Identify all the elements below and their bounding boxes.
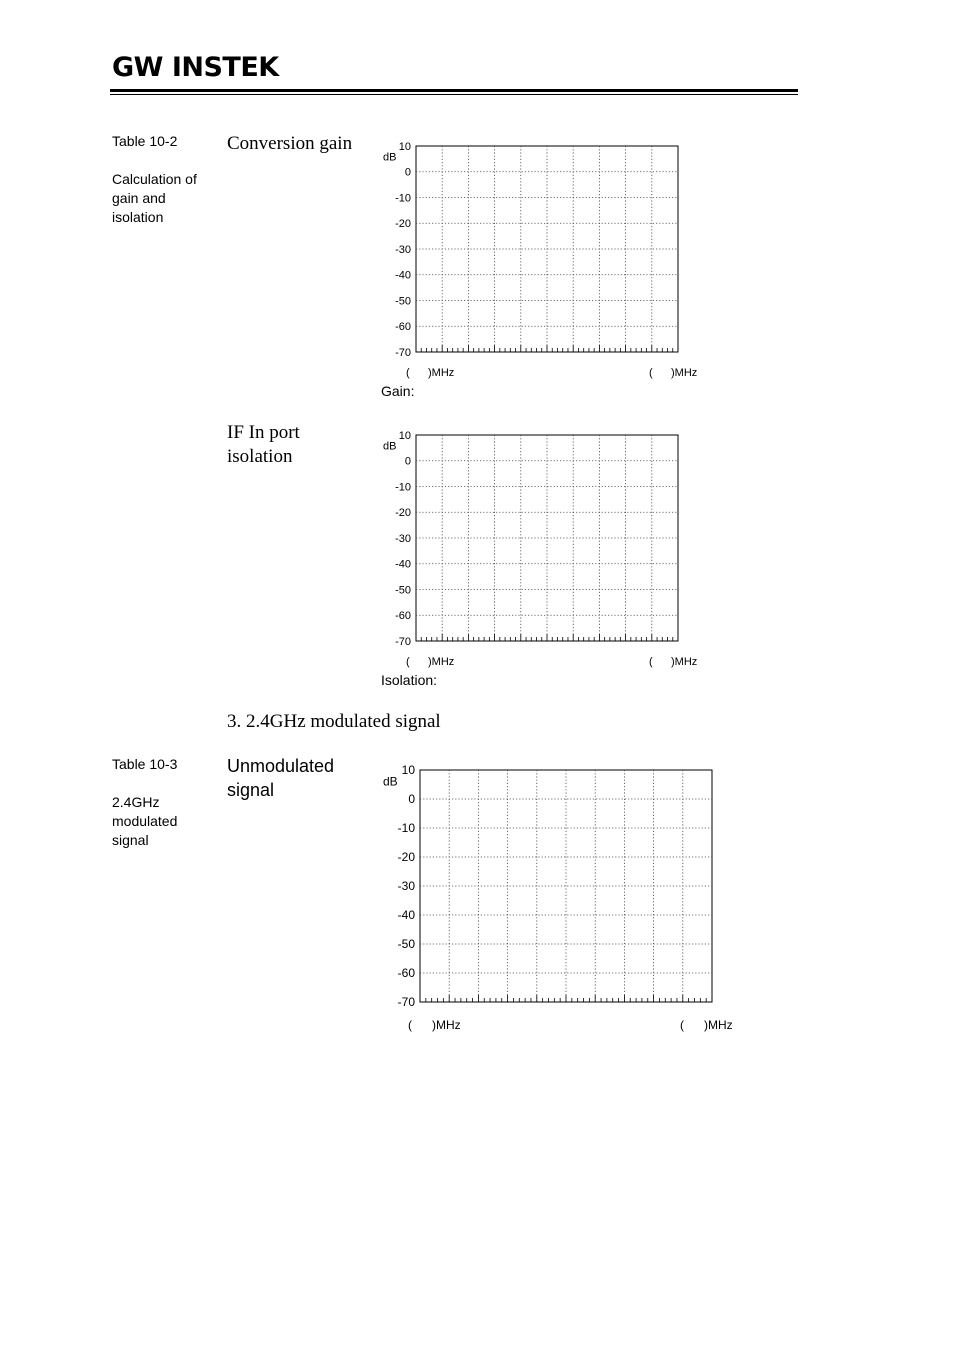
x-axis-label-left: ( )MHz xyxy=(406,367,455,379)
table-desc-line: gain and xyxy=(112,190,166,206)
step-3-heading: 3. 2.4GHz modulated signal xyxy=(227,711,441,732)
table-label: Table 10-2 xyxy=(112,133,178,149)
y-tick-label: 10 xyxy=(401,763,415,778)
chart-conversion-gain xyxy=(378,136,708,382)
header-rule-thin xyxy=(110,94,798,95)
y-tick-label: -40 xyxy=(395,558,411,571)
isolation-caption: Isolation: xyxy=(381,672,438,688)
brand-logo: GW INSTEK xyxy=(112,52,279,83)
table-desc-line: 2.4GHz xyxy=(112,794,160,810)
section-heading-unmodulated-signal xyxy=(227,754,334,802)
table-10-3-sidenote xyxy=(112,755,177,850)
y-tick-label: -10 xyxy=(395,481,411,494)
x-axis-label-left: ( )MHz xyxy=(408,1018,461,1032)
table-desc-line: isolation xyxy=(112,209,164,225)
y-tick-label: -30 xyxy=(395,243,411,256)
y-tick-label: -20 xyxy=(395,507,411,520)
heading-line: IF In port xyxy=(227,422,300,443)
y-tick-label: -50 xyxy=(395,295,411,308)
x-axis-label-right: ( )MHz xyxy=(649,367,698,379)
y-tick-label: 10 xyxy=(398,429,411,442)
y-tick-label: -60 xyxy=(395,610,411,623)
y-tick-label: -10 xyxy=(395,192,411,205)
y-tick-label: -20 xyxy=(397,850,415,865)
gain-caption: Gain: xyxy=(381,383,415,399)
header-rule-thick xyxy=(110,89,798,92)
chart-svg xyxy=(378,136,708,382)
y-tick-label: 0 xyxy=(408,792,415,807)
section-heading-conversion-gain xyxy=(227,132,352,156)
y-tick-label: -30 xyxy=(395,532,411,545)
y-tick-label: -70 xyxy=(395,346,411,359)
y-tick-label: 0 xyxy=(404,166,411,179)
y-tick-label: -30 xyxy=(397,879,415,894)
y-axis-label: dB xyxy=(383,774,398,789)
table-desc-line: Calculation of xyxy=(112,171,197,187)
table-label: Table 10-3 xyxy=(112,756,178,772)
table-10-2-sidenote xyxy=(112,132,197,227)
y-tick-label: -10 xyxy=(397,821,415,836)
y-tick-label: 0 xyxy=(404,455,411,468)
table-desc-line: signal xyxy=(112,832,149,848)
y-tick-label: -40 xyxy=(397,908,415,923)
chart-if-in-port-isolation xyxy=(378,425,708,671)
chart-unmodulated-signal xyxy=(378,760,748,1032)
y-tick-label: -70 xyxy=(395,635,411,648)
y-tick-label: -20 xyxy=(395,218,411,231)
y-tick-label: -50 xyxy=(395,584,411,597)
x-axis-label-right: ( )MHz xyxy=(649,656,698,668)
y-tick-label: -40 xyxy=(395,269,411,282)
section-heading-if-in-port-isolation xyxy=(227,421,300,469)
chart-svg xyxy=(378,760,748,1032)
heading-line: Unmodulated xyxy=(227,756,335,776)
y-tick-label: -50 xyxy=(397,937,415,952)
x-axis-label-right: ( )MHz xyxy=(680,1018,733,1032)
y-tick-label: -60 xyxy=(397,966,415,981)
y-axis-label: dB xyxy=(383,151,397,164)
y-tick-label: -70 xyxy=(397,995,415,1010)
heading-line: isolation xyxy=(227,446,293,467)
y-tick-label: 10 xyxy=(398,140,411,153)
y-tick-label: -60 xyxy=(395,321,411,334)
heading-line: signal xyxy=(227,780,275,800)
x-axis-label-left: ( )MHz xyxy=(406,656,455,668)
heading-line: Conversion gain xyxy=(227,133,353,154)
chart-svg xyxy=(378,425,708,671)
table-desc-line: modulated xyxy=(112,813,178,829)
y-axis-label: dB xyxy=(383,440,397,453)
